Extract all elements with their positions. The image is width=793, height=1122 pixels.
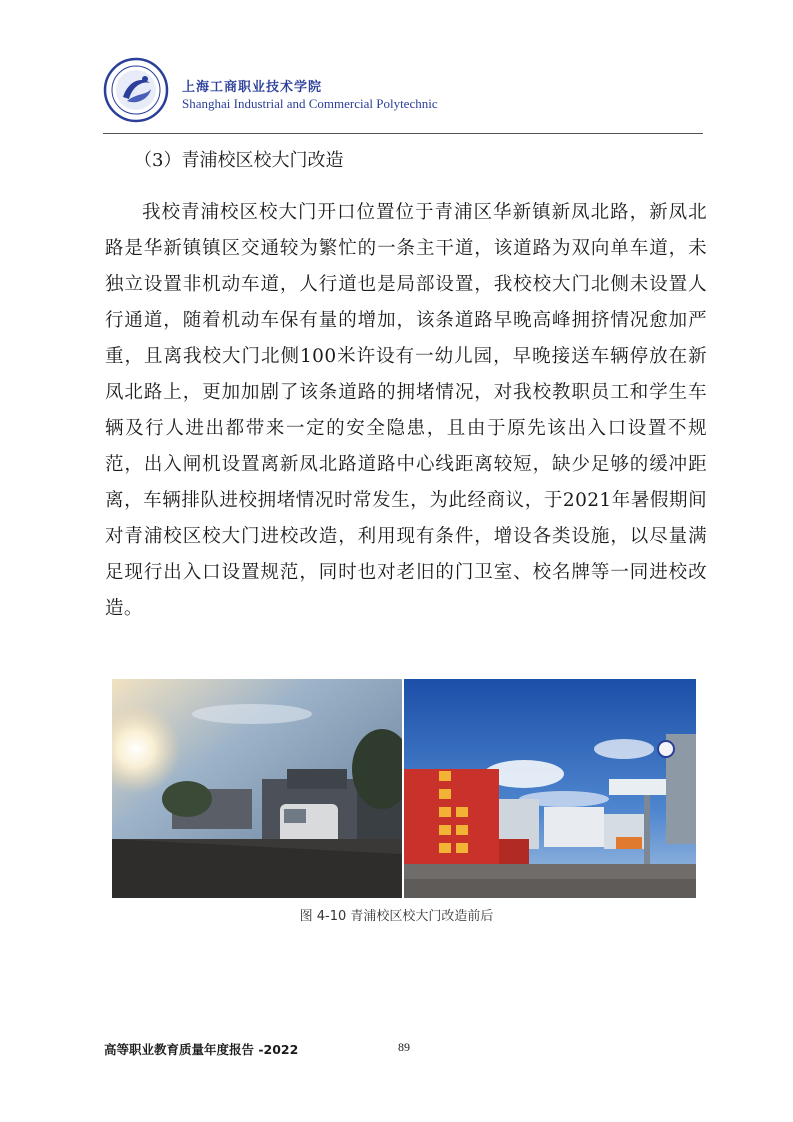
school-name-en: Shanghai Industrial and Commercial Polytechnic (182, 96, 438, 111)
gate-before-photo (112, 679, 402, 898)
school-emblem-icon (103, 57, 169, 123)
header-divider (103, 133, 703, 134)
school-name-cn: 上海工商职业技术学院 (182, 80, 323, 95)
gate-after-photo (404, 679, 696, 898)
figure-caption: 图 4-10 青浦校区校大门改造前后 (299, 909, 494, 924)
footer-report-title: 高等职业教育质量年度报告 -2022 (104, 1042, 299, 1057)
section-heading: （3）青浦校区校大门改造 (134, 150, 344, 171)
body-paragraph: 我校青浦校区校大门开口位置位于青浦区华新镇新凤北路，新凤北路是华新镇镇区交通较为繁忙的一条主干道，该道路为双向单车道，未独立设置非机动车道，人行道也是局部设置，我校校大门北侧未设置人行通道，随着机动车保有量的增加，该条道路早晚高峰拥挤情况愈加严重，且离我校大门北侧100米许设有一幼儿园，早晚接送车辆停放在新凤北路上，更加加剧了该条道路的拥堵情况，对我校教职员工和学生车辆及行人进出都带来一定的安全隐患，且由于原先该出入口设置不规范，出入闸机设置离新凤北路道路中心线距离较短，缺少足够的缓冲距离，车辆排队进校拥堵情况时常发生，为此经商议，于2021年暑假期间对青浦校区校大门进校改造，利用现有条件，增设各类设施，以尽量满足现行出入口设置规范，同时也对老旧的门卫室、校名牌等一同进校改造。 (105, 202, 707, 619)
page-number: 89 (398, 1040, 410, 1054)
